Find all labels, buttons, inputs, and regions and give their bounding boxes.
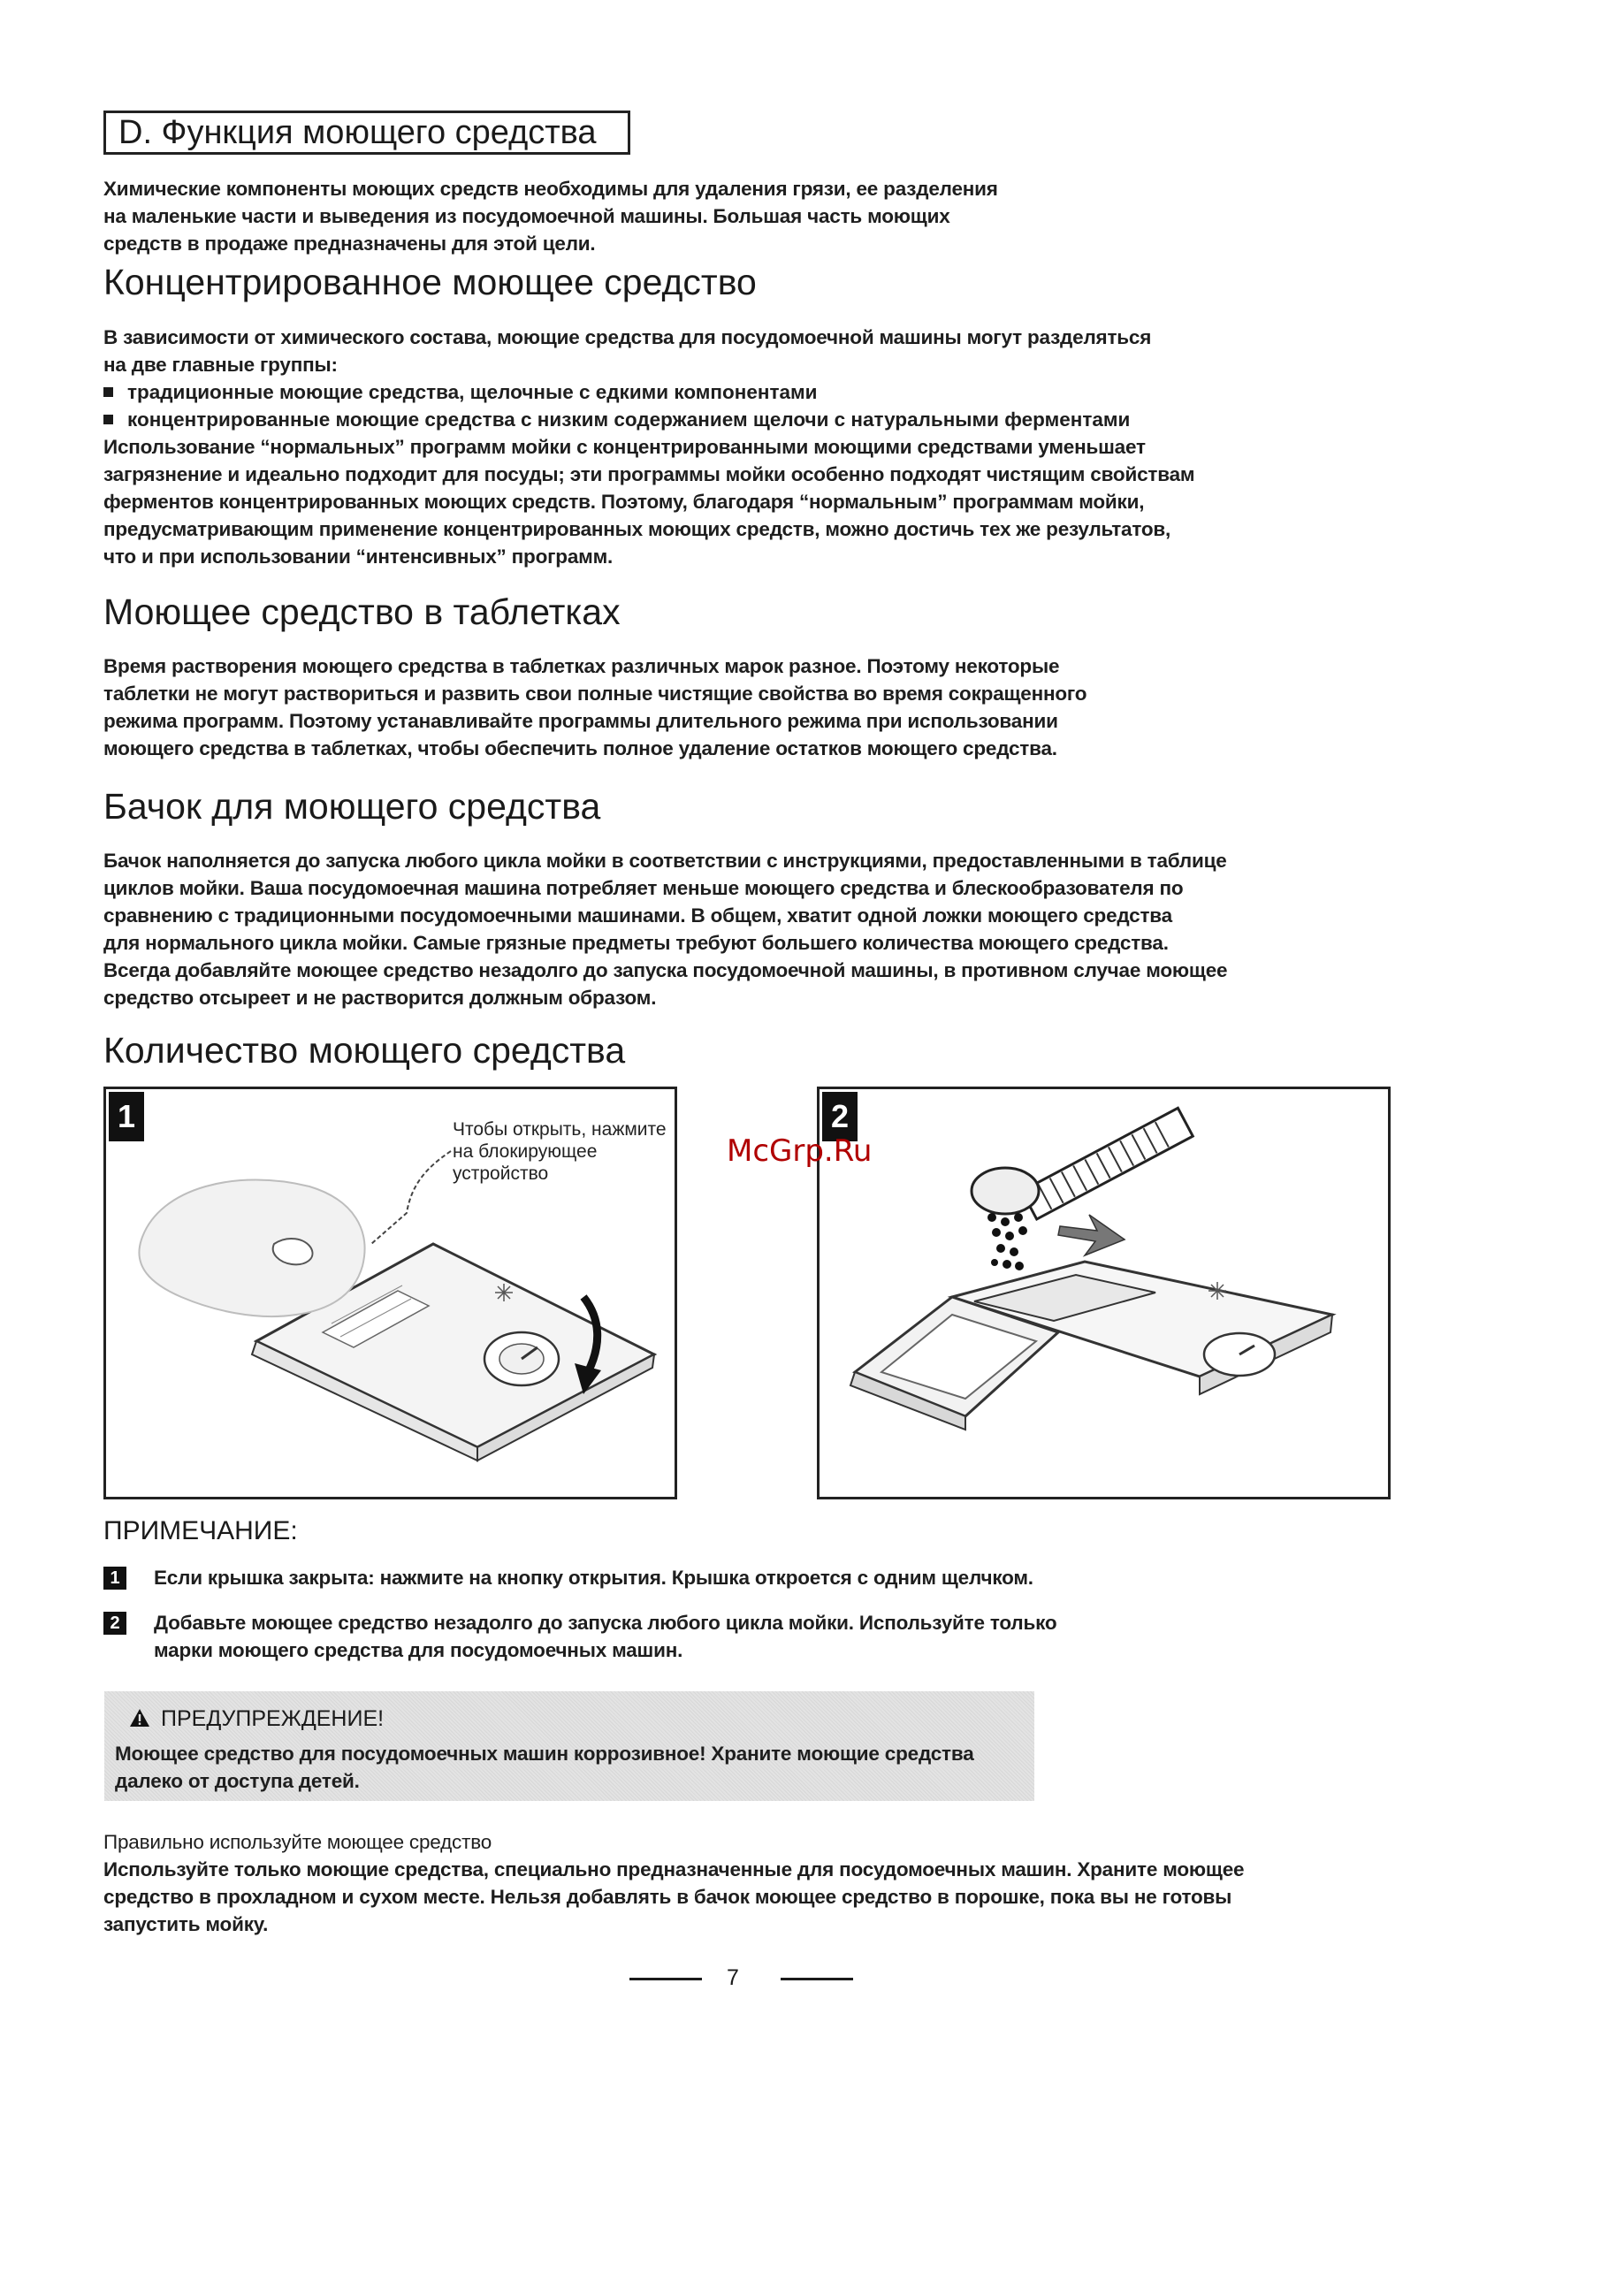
bullet-square-icon xyxy=(103,415,113,424)
text-line: Если крышка закрыта: нажмите на кнопку открытия. Крышка откроется с одним щелчком. xyxy=(154,1567,1033,1589)
text-line: Используйте только моющие средства, специально предназначенные для посудомоечных машин. Храните моющее xyxy=(103,1858,1245,1880)
watermark: McGrp.Ru xyxy=(727,1133,873,1169)
text-line: марки моющего средства для посудомоечных машин. xyxy=(154,1639,683,1661)
callout-line: устройство xyxy=(453,1163,549,1184)
text-line: запустить мойку. xyxy=(103,1913,269,1935)
proper-use-section xyxy=(103,1828,1244,1938)
text-line: что и при использовании “интенсивных” программ. xyxy=(103,545,614,568)
heading-tablets: Моющее средство в таблетках xyxy=(103,591,621,632)
note-heading: ПРИМЕЧАНИЕ: xyxy=(103,1516,298,1545)
text-line: Моющее средство для посудомоечных машин коррозивное! Храните моющие средства xyxy=(115,1743,974,1765)
warning-box xyxy=(104,1691,1034,1801)
text-line: средство в прохладном и сухом месте. Нельзя добавлять в бачок моющее средство в порошке, пока вы не готовы xyxy=(103,1886,1232,1908)
bullet-text: концентрированные моющие средства с низким содержанием щелочи с натуральными ферментами xyxy=(127,408,1131,431)
figure-1 xyxy=(103,1087,677,1499)
text-line: сравнению с традиционными посудомоечными машинами. В общем, хватит одной ложки моющего средства xyxy=(103,904,1172,927)
warning-triangle-icon xyxy=(129,1708,150,1728)
text-line: предусматривающим применение концентрированных моющих средств, можно достичь тех же результатов, xyxy=(103,518,1171,540)
text-line: Бачок наполняется до запуска любого цикла мойки в соответствии с инструкциями, предоставленными в таблице xyxy=(103,850,1227,872)
text-line: моющего средства в таблетках, чтобы обеспечить полное удаление остатков моющего средства. xyxy=(103,737,1057,759)
callout-line: на блокирующее xyxy=(453,1141,598,1162)
text-line: ферментов концентрированных моющих средств. Поэтому, благодаря “нормальным” программам мойки, xyxy=(103,491,1145,513)
text-line: средств в продаже предназначены для этой цели. xyxy=(103,233,596,255)
bullet-item xyxy=(103,406,1130,433)
tablets-body xyxy=(103,652,1086,762)
figure-number-badge: 2 xyxy=(822,1092,858,1141)
bullet-square-icon xyxy=(103,387,113,397)
text-line: загрязнение и идеально подходит для посуды; эти программы мойки особенно подходят чистящим свойствам xyxy=(103,463,1195,485)
page-number: 7 xyxy=(727,1965,739,1990)
text-line: Добавьте моющее средство незадолго до запуска любого цикла мойки. Используйте только xyxy=(154,1612,1057,1634)
dispenser-lock-illustration xyxy=(106,1089,675,1497)
text-line: средство отсыреет и не растворится должным образом. xyxy=(103,987,657,1009)
note-item-2 xyxy=(154,1609,1056,1664)
bullet-list xyxy=(103,378,1130,433)
text-line: для нормального цикла мойки. Самые грязные предметы требуют большего количества моющего средства. xyxy=(103,932,1169,954)
warning-title-row xyxy=(129,1704,384,1734)
bullet-item xyxy=(103,378,1130,406)
text-line: Всегда добавляйте моющее средство незадолго до запуска посудомоечной машины, в противном случае моющее xyxy=(103,959,1228,981)
callout-line: Чтобы открыть, нажмите xyxy=(453,1119,667,1140)
note-number-badge: 1 xyxy=(103,1567,126,1590)
heading-quantity: Количество моющего средства xyxy=(103,1030,626,1071)
warning-text xyxy=(115,1740,974,1795)
figure-2 xyxy=(817,1087,1391,1499)
text-line: Время растворения моющего средства в таблетках различных марок разное. Поэтому некоторые xyxy=(103,655,1060,677)
text-line: Химические компоненты моющих средств необходимы для удаления грязи, ее разделения xyxy=(103,178,998,200)
dispenser-body xyxy=(103,847,1227,1011)
text-line: на маленькие части и выведения из посудомоечной машины. Большая часть моющих xyxy=(103,205,950,227)
footer-rule-left xyxy=(629,1978,702,1980)
detergent-filling-illustration xyxy=(820,1089,1388,1497)
text-line: на две главные группы: xyxy=(103,354,338,376)
intro-paragraph xyxy=(103,175,998,257)
text-line: циклов мойки. Ваша посудомоечная машина потребляет меньше моющего средства и блескообразователя по xyxy=(103,877,1184,899)
text-line: далеко от доступа детей. xyxy=(115,1770,360,1792)
footer-rule-right xyxy=(781,1978,853,1980)
concentrated-body xyxy=(103,433,1194,570)
note-item-1 xyxy=(154,1564,1033,1591)
proper-use-title: Правильно используйте моющее средство xyxy=(103,1831,492,1853)
concentrated-lead xyxy=(103,324,1151,378)
text-line: таблетки не могут раствориться и развить свои полные чистящие свойства во время сокращенного xyxy=(103,683,1087,705)
section-title: D. Функция моющего средства xyxy=(103,111,630,155)
warning-title: ПРЕДУПРЕЖДЕНИЕ! xyxy=(161,1706,385,1731)
note-number-badge: 2 xyxy=(103,1612,126,1635)
text-line: Использование “нормальных” программ мойки с концентрированными моющими средствами уменьшает xyxy=(103,436,1146,458)
text-line: В зависимости от химического состава, моющие средства для посудомоечной машины могут разделяться xyxy=(103,326,1152,348)
figure-number-badge: 1 xyxy=(109,1092,144,1141)
heading-concentrated: Концентрированное моющее средство xyxy=(103,262,757,302)
heading-dispenser: Бачок для моющего средства xyxy=(103,786,601,827)
text-line: режима программ. Поэтому устанавливайте программы длительного режима при использовании xyxy=(103,710,1058,732)
bullet-text: традиционные моющие средства, щелочные с едкими компонентами xyxy=(127,381,818,403)
